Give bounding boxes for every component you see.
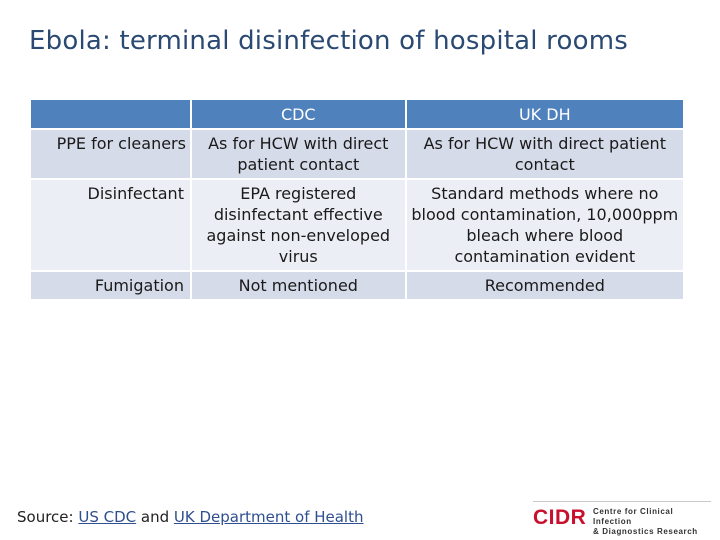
logo-subtitle-line1: Centre for Clinical Infection (593, 507, 674, 526)
table-header-row (31, 100, 683, 130)
header-empty (31, 100, 192, 130)
source-link-us-cdc[interactable]: US CDC (78, 508, 137, 526)
header-ukdh: UK DH (407, 100, 683, 130)
logo-subtitle (593, 507, 711, 537)
table-row (31, 180, 683, 272)
cell-ukdh-ppe: As for HCW with direct patient contact (407, 130, 683, 180)
source-citation (17, 508, 364, 526)
table-row (31, 272, 683, 301)
logo-subtitle-line2: & Diagnostics Research (593, 527, 698, 536)
cell-cdc-ppe: As for HCW with direct patient contact (192, 130, 407, 180)
cell-cdc-fumigation: Not mentioned (192, 272, 407, 301)
source-prefix: Source: (17, 508, 79, 526)
cell-ukdh-fumigation: Recommended (407, 272, 683, 301)
cidr-logo (533, 501, 711, 536)
logo-divider (533, 501, 711, 502)
row-label-disinfectant: Disinfectant (31, 180, 192, 272)
cell-cdc-disinfectant: EPA registered disinfectant effective against non-enveloped virus (192, 180, 407, 272)
header-cdc: CDC (192, 100, 407, 130)
comparison-table (31, 100, 683, 301)
row-label-fumigation: Fumigation (31, 272, 192, 301)
slide-title: Ebola: terminal disinfection of hospital rooms (29, 26, 628, 56)
source-middle: and (136, 508, 174, 526)
row-label-ppe: PPE for cleaners (31, 130, 192, 180)
logo-wordmark: CIDR (533, 506, 587, 529)
cell-ukdh-disinfectant: Standard methods where no blood contamination, 10,000ppm bleach where blood contamination evident (407, 180, 683, 272)
table-row (31, 130, 683, 180)
source-link-uk-doh[interactable]: UK Department of Health (173, 508, 364, 526)
